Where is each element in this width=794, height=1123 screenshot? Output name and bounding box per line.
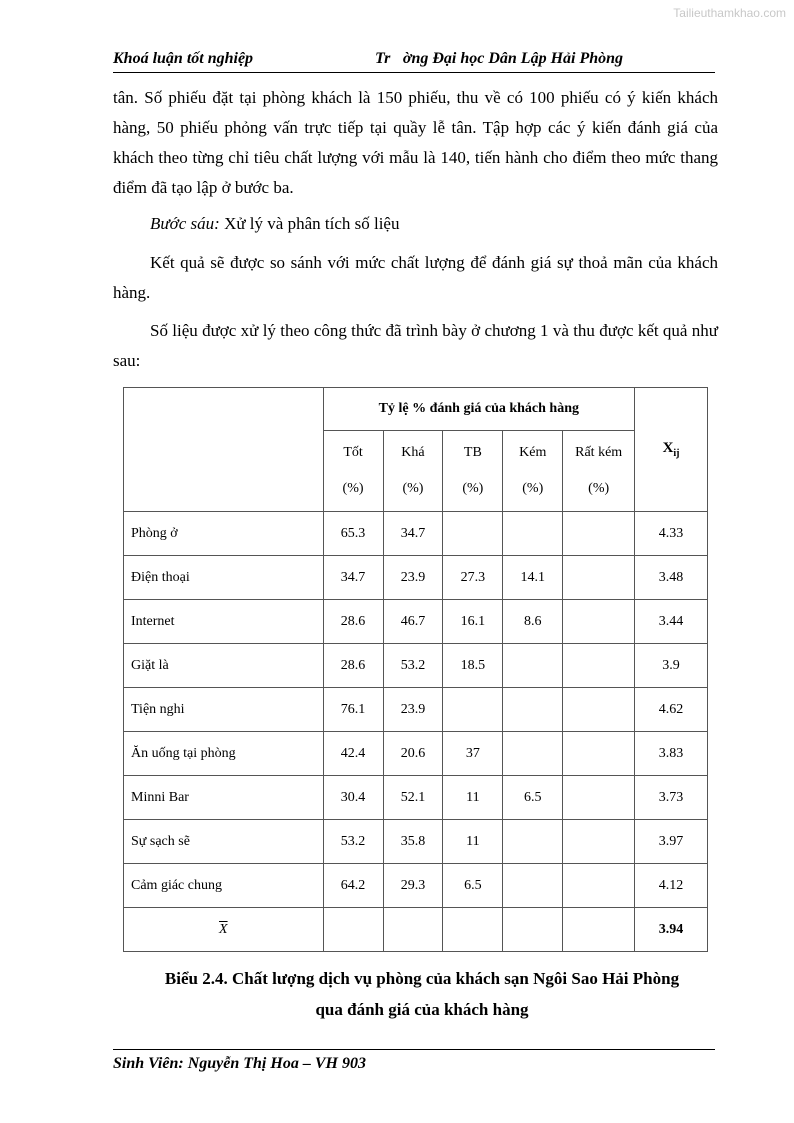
step-text: Xử lý và phân tích số liệu: [219, 214, 400, 233]
cell-tot: 64.2: [323, 864, 383, 908]
column-name: Tốt: [343, 445, 363, 460]
cell-tb: 18.5: [443, 644, 503, 688]
cell-rat-kem: [563, 820, 635, 864]
column-header-tot: [323, 431, 383, 512]
step-label: Bước sáu:: [150, 214, 220, 233]
cell-tot: 34.7: [323, 556, 383, 600]
table-row: [124, 732, 708, 776]
header-university-name: Tr ờng Đại học Dân Lập Hải Phòng: [375, 50, 624, 67]
xij-header: [635, 388, 708, 512]
empty-cell: [323, 908, 383, 952]
column-name: Rất kém: [575, 445, 623, 460]
cell-tot: 28.6: [323, 644, 383, 688]
cell-kha: 23.9: [383, 556, 443, 600]
cell-tb: 16.1: [443, 600, 503, 644]
cell-tot: 42.4: [323, 732, 383, 776]
table-row: [124, 600, 708, 644]
cell-kha: 35.8: [383, 820, 443, 864]
cell-kem: [503, 644, 563, 688]
cell-kem: 8.6: [503, 600, 563, 644]
column-name: Khá: [401, 445, 425, 460]
cell-kem: 14.1: [503, 556, 563, 600]
xij-base: X: [662, 440, 674, 456]
table-row: [124, 688, 708, 732]
paragraph-comparison: Kết quả sẽ được so sánh với mức chất lượng để đánh giá sự thoả mãn của khách hàng.: [113, 253, 718, 302]
cell-tb: [443, 688, 503, 732]
cell-kem: [503, 864, 563, 908]
cell-kha: 52.1: [383, 776, 443, 820]
cell-kem: [503, 820, 563, 864]
footer-divider: [113, 1049, 715, 1050]
column-unit: (%): [588, 481, 610, 496]
table-row: [124, 820, 708, 864]
table-caption: [113, 963, 731, 1025]
average-label-cell: $\overline{X}$: [124, 908, 324, 952]
column-unit: (%): [402, 481, 424, 496]
criterion-cell: Minni Bar: [124, 776, 324, 820]
xij-subscript: ij: [673, 448, 680, 459]
page-footer: Sinh Viên: Nguyễn Thị Hoa – VH 903: [113, 1055, 366, 1072]
criterion-cell: Cảm giác chung: [124, 864, 324, 908]
column-header-kha: [383, 431, 443, 512]
empty-cell: [443, 908, 503, 952]
cell-rat-kem: [563, 556, 635, 600]
cell-tb: 6.5: [443, 864, 503, 908]
column-name: TB: [463, 445, 482, 460]
cell-tb: 11: [443, 776, 503, 820]
table-row: [124, 776, 708, 820]
cell-kem: [503, 688, 563, 732]
criterion-cell: Internet: [124, 600, 324, 644]
cell-rat-kem: [563, 732, 635, 776]
cell-kem: 6.5: [503, 776, 563, 820]
cell-tb: [443, 512, 503, 556]
cell-kha: 23.9: [383, 688, 443, 732]
paragraph-processing: Số liệu được xử lý theo công thức đã trình bày ở chương 1 và thu được kết quả như sau:: [113, 321, 718, 370]
column-unit: (%): [522, 481, 544, 496]
cell-rat-kem: [563, 864, 635, 908]
criterion-header-cell: [124, 388, 324, 512]
cell-kem: [503, 732, 563, 776]
cell-kha: 34.7: [383, 512, 443, 556]
cell-tb: 27.3: [443, 556, 503, 600]
evaluation-table: [123, 387, 708, 952]
cell-xij: 3.44: [635, 600, 708, 644]
cell-kha: 53.2: [383, 644, 443, 688]
cell-rat-kem: [563, 512, 635, 556]
paragraph-step-six: [113, 209, 718, 239]
empty-cell: [563, 908, 635, 952]
empty-cell: [383, 908, 443, 952]
column-header-rat-kem: [563, 431, 635, 512]
cell-rat-kem: [563, 688, 635, 732]
cell-xij: 3.97: [635, 820, 708, 864]
table-row: [124, 512, 708, 556]
cell-xij: 3.73: [635, 776, 708, 820]
cell-tot: 65.3: [323, 512, 383, 556]
column-header-tb: [443, 431, 503, 512]
criterion-cell: Sự sạch sẽ: [124, 820, 324, 864]
cell-tot: 28.6: [323, 600, 383, 644]
header-thesis-label: Khoá luận tốt nghiệp: [113, 50, 254, 67]
cell-xij: 3.9: [635, 644, 708, 688]
cell-xij: 3.48: [635, 556, 708, 600]
cell-xij: 4.62: [635, 688, 708, 732]
criterion-cell: Ăn uống tại phòng: [124, 732, 324, 776]
cell-xij: 4.33: [635, 512, 708, 556]
column-name: Kém: [519, 445, 547, 460]
cell-rat-kem: [563, 776, 635, 820]
table-row: [124, 556, 708, 600]
cell-kem: [503, 512, 563, 556]
cell-tb: 11: [443, 820, 503, 864]
cell-rat-kem: [563, 644, 635, 688]
cell-tb: 37: [443, 732, 503, 776]
criterion-cell: Điện thoại: [124, 556, 324, 600]
average-row: [124, 908, 708, 952]
paragraph-survey-description: tân. Số phiếu đặt tại phòng khách là 150 phiếu, thu về có 100 phiếu có ý kiến khách hàng, 50 phiếu phỏng vấn trực tiếp tại quầy lễ tân. Tập hợp các ý kiến đánh giá của khách theo từng chỉ tiêu chất lượng với mẫu là 140, tiến hành cho điểm theo mức thang điểm đã tạo lập ở bước ba.: [113, 88, 718, 197]
cell-kha: 20.6: [383, 732, 443, 776]
caption-line-2: qua đánh giá của khách hàng: [315, 1000, 529, 1019]
rating-group-header: Tỷ lệ % đánh giá của khách hàng: [323, 388, 635, 431]
criterion-cell: Giặt là: [124, 644, 324, 688]
cell-kha: 29.3: [383, 864, 443, 908]
cell-kha: 46.7: [383, 600, 443, 644]
column-header-kem: [503, 431, 563, 512]
cell-tot: 30.4: [323, 776, 383, 820]
cell-xij: 3.83: [635, 732, 708, 776]
criterion-cell: Phòng ở: [124, 512, 324, 556]
cell-xij: 4.12: [635, 864, 708, 908]
watermark: Tailieuthamkhao.com: [673, 6, 786, 20]
average-value-cell: 3.94: [635, 908, 708, 952]
cell-tot: 76.1: [323, 688, 383, 732]
column-unit: (%): [462, 481, 484, 496]
criterion-cell: Tiện nghi: [124, 688, 324, 732]
caption-line-1: Biểu 2.4. Chất lượng dịch vụ phòng của khách sạn Ngôi Sao Hải Phòng: [164, 969, 680, 988]
cell-tot: 53.2: [323, 820, 383, 864]
cell-rat-kem: [563, 600, 635, 644]
page-header: [113, 50, 715, 73]
table-row: [124, 644, 708, 688]
column-unit: (%): [342, 481, 364, 496]
table-row: [124, 864, 708, 908]
empty-cell: [503, 908, 563, 952]
